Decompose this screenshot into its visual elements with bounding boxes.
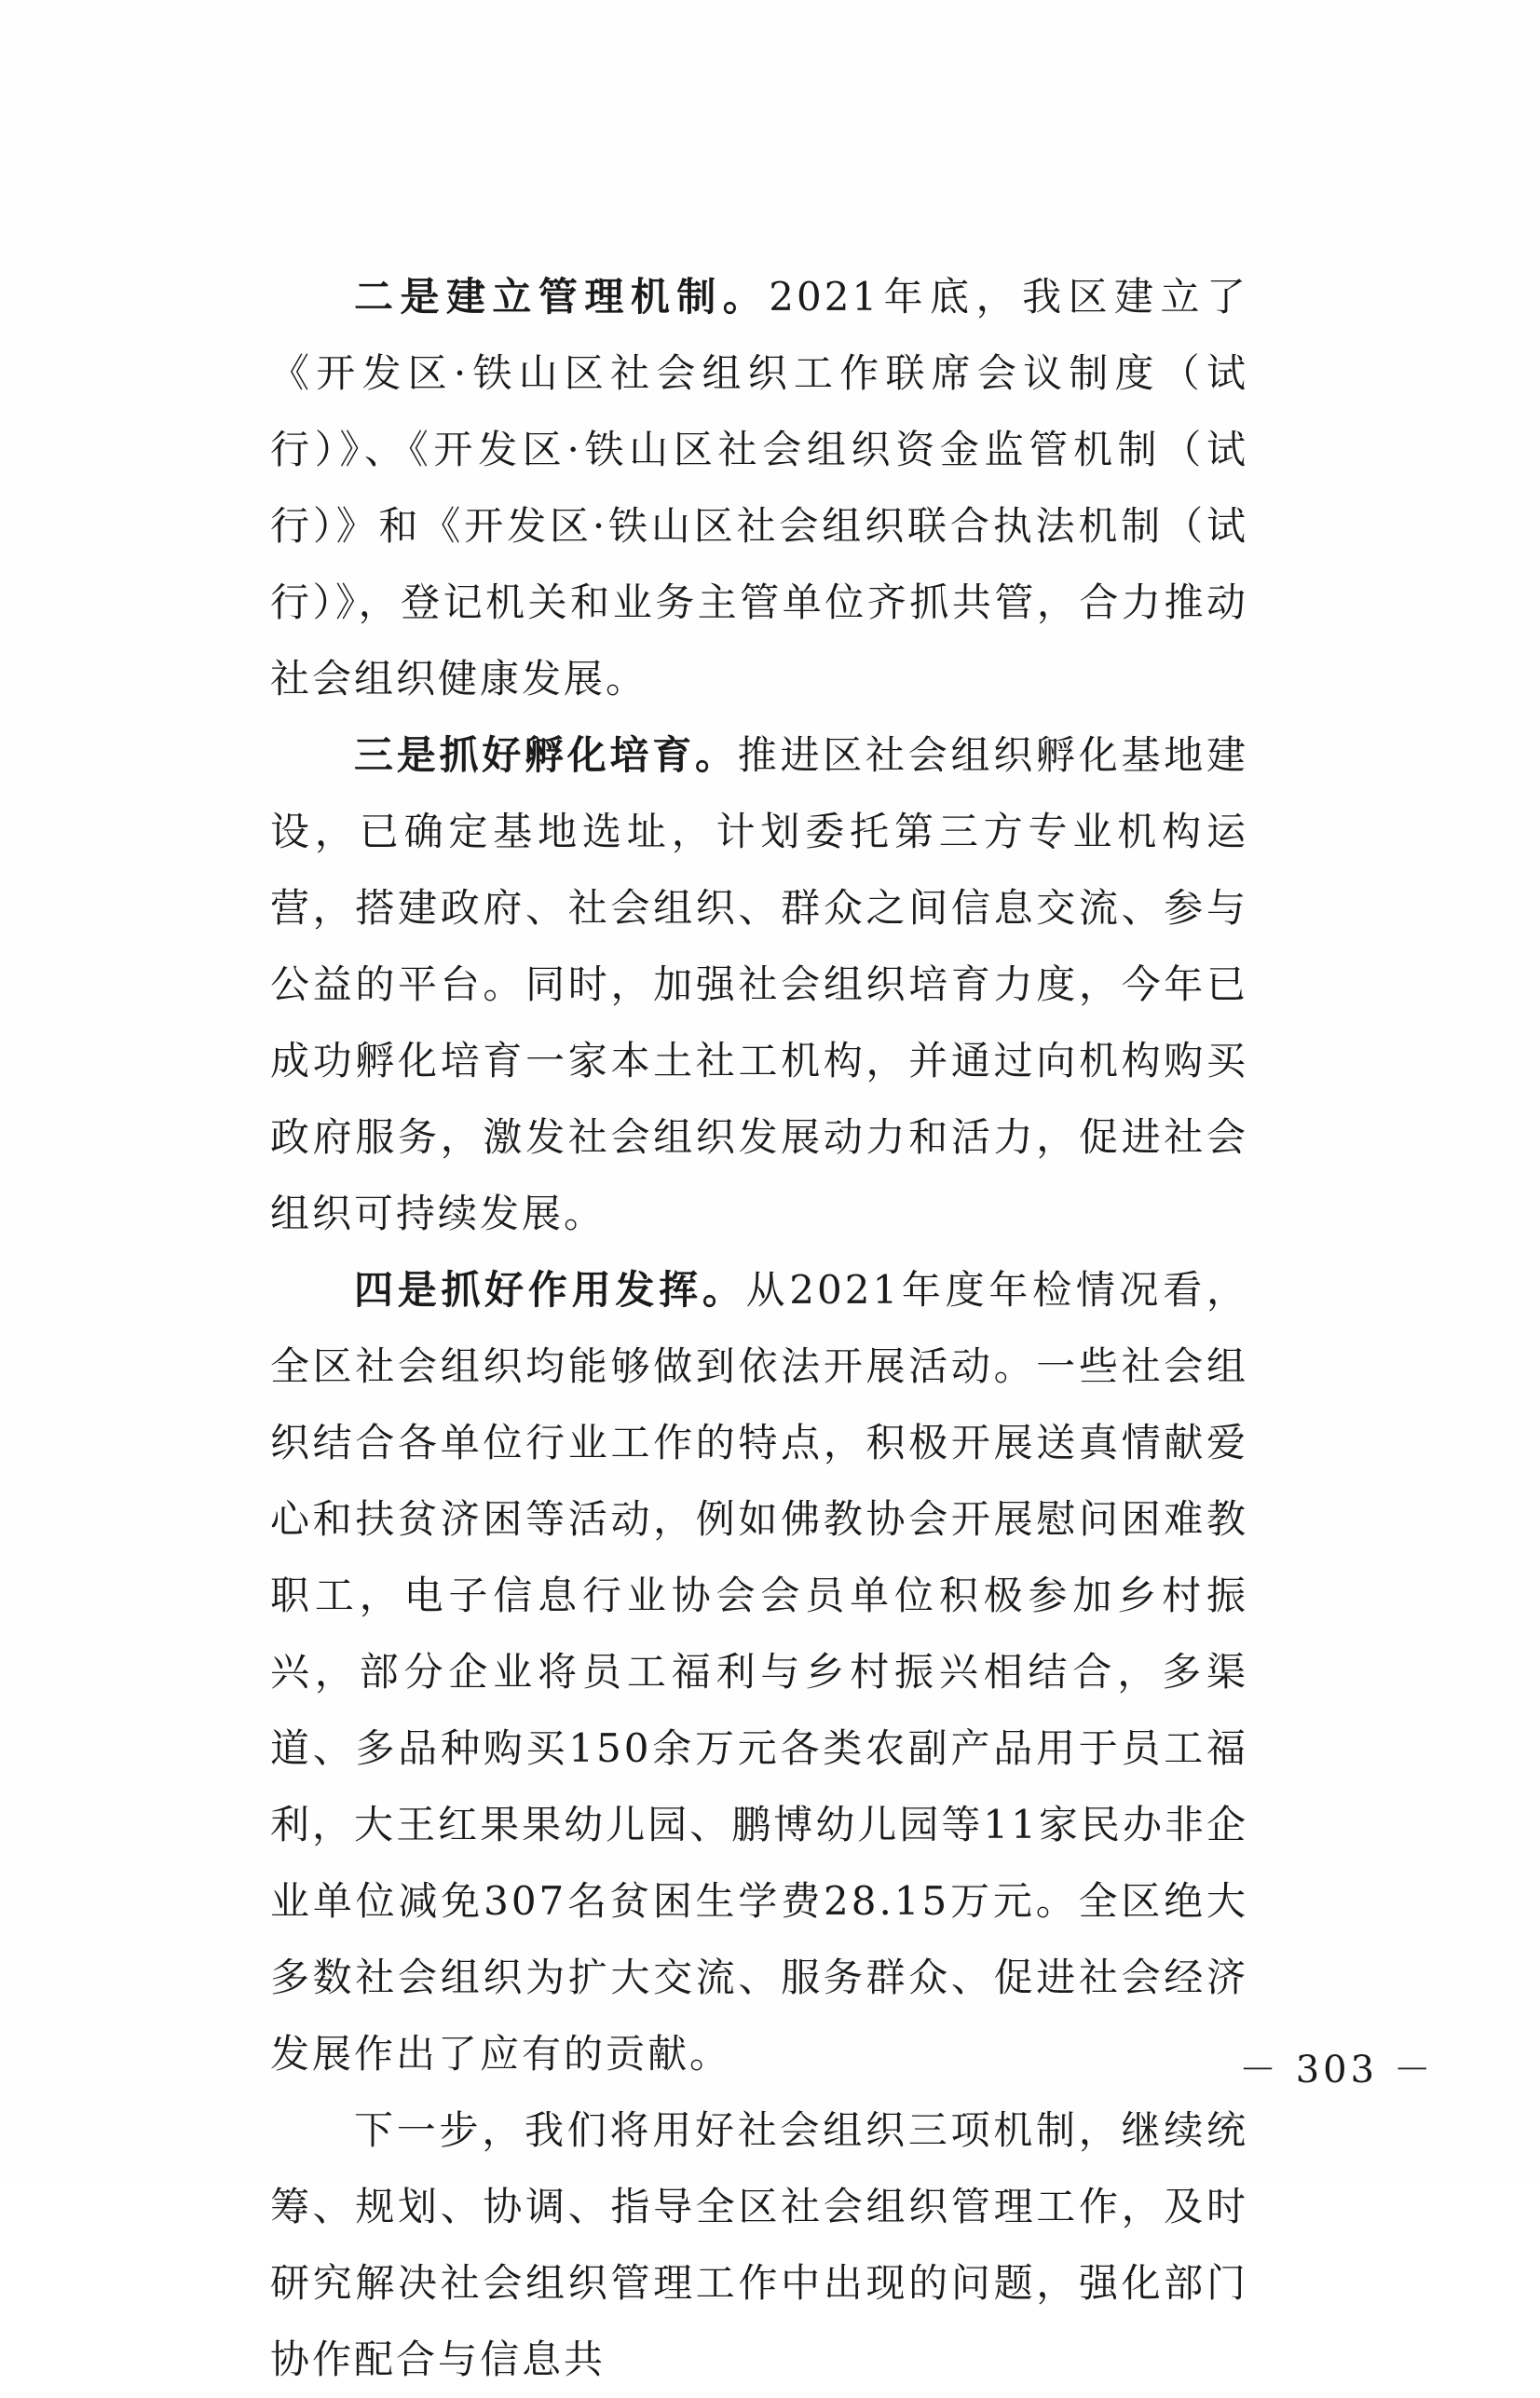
paragraph-lead: 二是建立管理机制。: [354, 274, 770, 320]
page-number: － 303 －: [1239, 2049, 1435, 2091]
paragraph-role: [270, 1252, 1248, 2092]
paragraph-text: 推进区社会组织孵化基地建设，已确定基地选址，计划委托第三方专业机构运营，搭建政府、社会组织、群众之间信息交流、参与公益的平台。同时，加强社会组织培育力度，今年已成功孵化培育一家本土社工机构，并通过向机构购买政府服务，激发社会组织发展动力和活力，促进社会组织可持续发展。: [270, 732, 1248, 1236]
paragraph-lead: 四是抓好作用发挥。: [354, 1267, 746, 1313]
paragraph-text: 下一步，我们将用好社会组织三项机制，继续统筹、规划、协调、指导全区社会组织管理工作，及时研究解决社会组织管理工作中出现的问题，强化部门协作配合与信息共: [270, 2107, 1248, 2382]
paragraph-lead: 三是抓好孵化培育。: [354, 732, 738, 778]
paragraph-incubation: [270, 717, 1248, 1252]
paragraph-management-mechanism: [270, 259, 1248, 717]
paragraph-text: 从2021年度年检情况看，全区社会组织均能够做到依法开展活动。一些社会组织结合各单位行业工作的特点，积极开展送真情献爱心和扶贫济困等活动，例如佛教协会开展慰问困难教职工，电子信息行业协会会员单位积极参加乡村振兴，部分企业将员工福利与乡村振兴相结合，多渠道、多品种购买150余万元各类农副产品用于员工福利，大王红果果幼儿园、鹏博幼儿园等11家民办非企业单位减免307名贫困生学费28.15万元。全区绝大多数社会组织为扩大交流、服务群众、促进社会经济发展作出了应有的贡献。: [270, 1267, 1248, 2077]
body-text: [270, 259, 1248, 2398]
paragraph-text: 2021年底，我区建立了《开发区·铁山区社会组织工作联席会议制度（试行）》、《开发区·铁山区社会组织资金监管机制（试行）》和《开发区·铁山区社会组织联合执法机制（试行）》，登记机关和业务主管单位齐抓共管，合力推动社会组织健康发展。: [270, 274, 1248, 702]
paragraph-next-steps: [270, 2092, 1248, 2398]
